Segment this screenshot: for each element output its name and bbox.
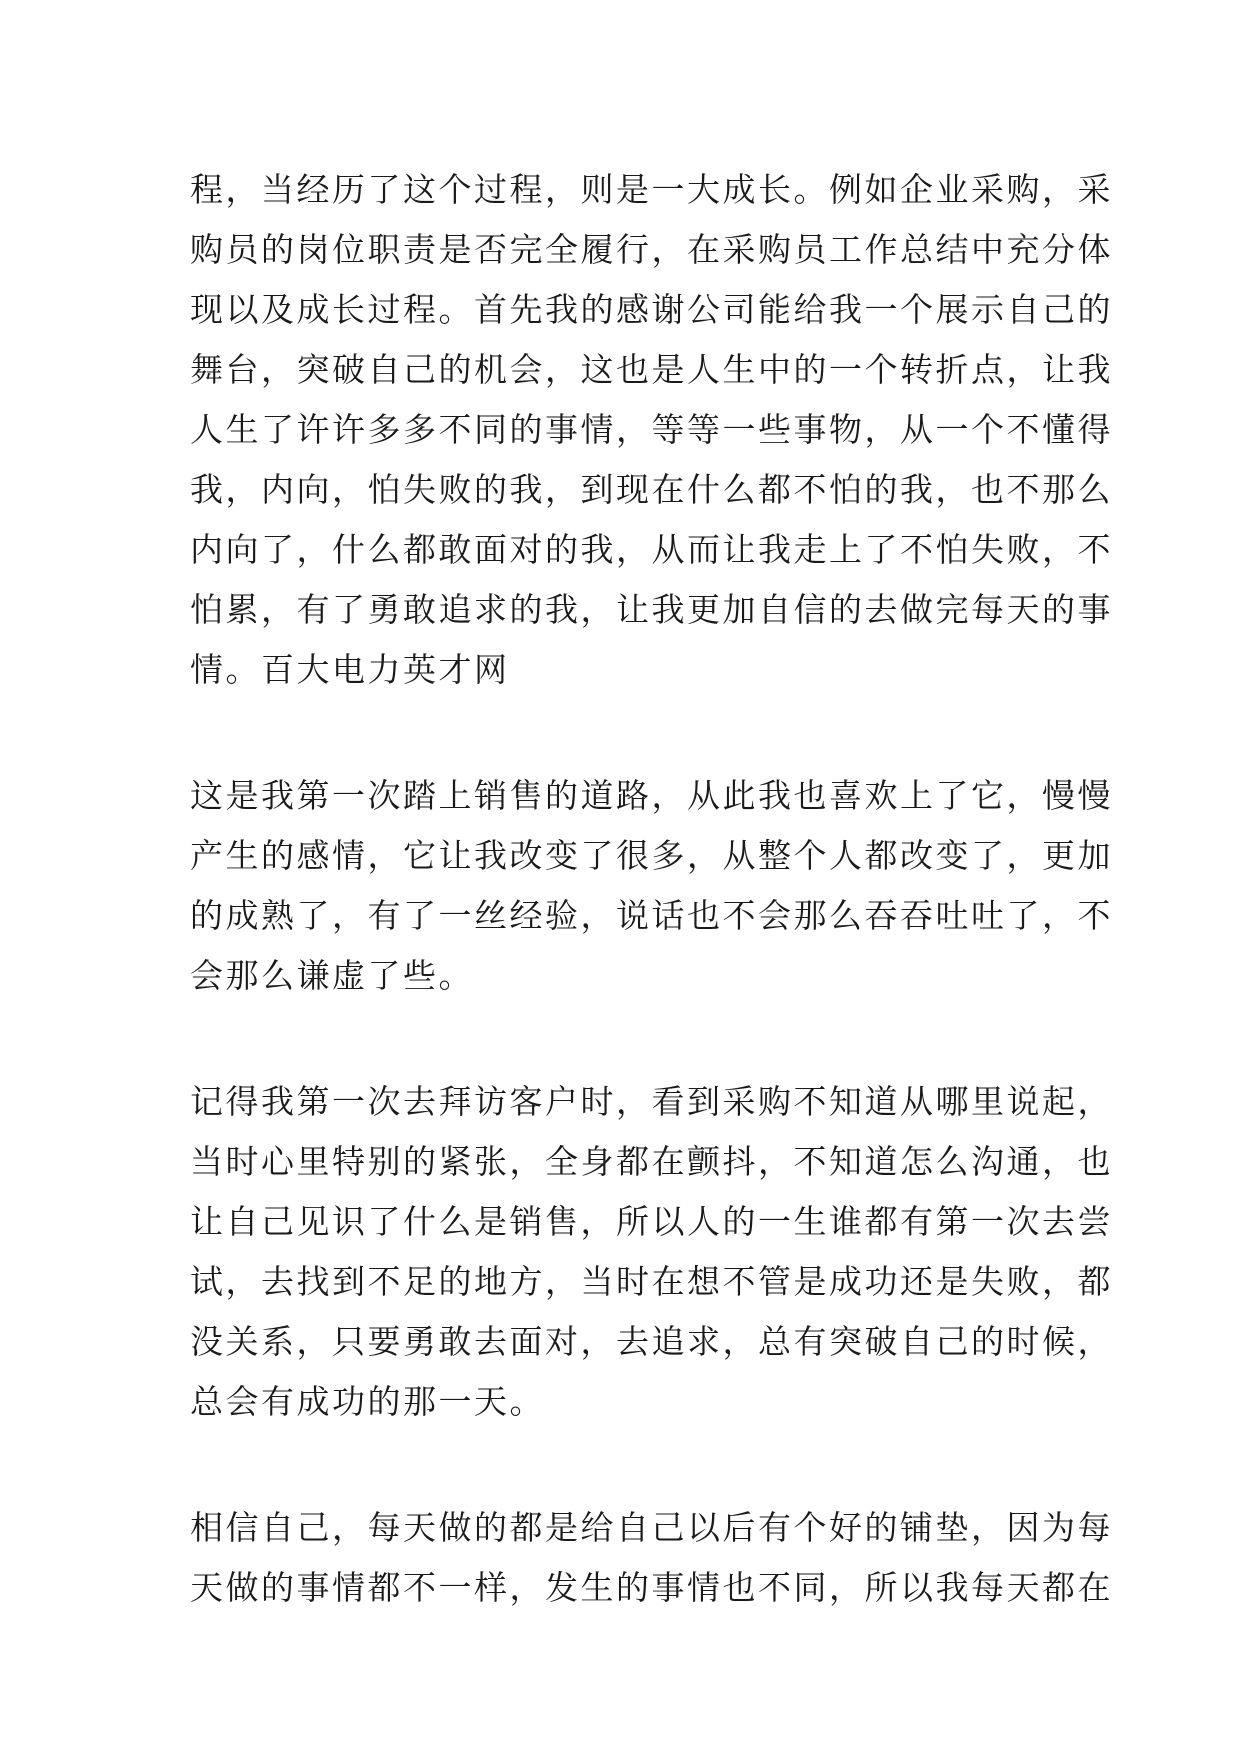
text-line: 现以及成长过程。首先我的感谢公司能给我一个展示自己的 bbox=[190, 290, 1113, 329]
paragraph-1 bbox=[190, 160, 1113, 700]
text-line: 总会有成功的那一天。 bbox=[190, 1382, 545, 1421]
paragraph-spacer bbox=[190, 700, 1060, 766]
text-line: 让自己见识了什么是销售，所以人的一生谁都有第一次去尝 bbox=[190, 1202, 1113, 1241]
text-line: 人生了许许多多不同的事情，等等一些事物，从一个不懂得 bbox=[190, 410, 1113, 449]
paragraph-spacer bbox=[190, 1006, 1060, 1072]
text-line: 没关系，只要勇敢去面对，去追求，总有突破自己的时候， bbox=[190, 1322, 1113, 1361]
text-line: 我，内向，怕失败的我，到现在什么都不怕的我，也不那么 bbox=[190, 470, 1113, 509]
text-line: 购员的岗位职责是否完全履行，在采购员工作总结中充分体 bbox=[190, 230, 1113, 269]
text-line: 相信自己，每天做的都是给自己以后有个好的铺垫，因为每 bbox=[190, 1508, 1113, 1547]
text-line: 当时心里特别的紧张，全身都在颤抖，不知道怎么沟通，也 bbox=[190, 1142, 1113, 1181]
text-line: 怕累，有了勇敢追求的我，让我更加自信的去做完每天的事 bbox=[190, 590, 1113, 629]
text-line: 产生的感情，它让我改变了很多，从整个人都改变了，更加 bbox=[190, 836, 1113, 875]
text-line: 试，去找到不足的地方，当时在想不管是成功还是失败，都 bbox=[190, 1262, 1113, 1301]
text-line: 这是我第一次踏上销售的道路，从此我也喜欢上了它，慢慢 bbox=[190, 776, 1113, 815]
text-line: 记得我第一次去拜访客户时，看到采购不知道从哪里说起， bbox=[190, 1082, 1113, 1121]
text-line: 程，当经历了这个过程，则是一大成长。例如企业采购，采 bbox=[190, 170, 1113, 209]
text-line: 舞台，突破自己的机会，这也是人生中的一个转折点，让我 bbox=[190, 350, 1113, 389]
paragraph-spacer bbox=[190, 1432, 1060, 1498]
text-line: 的成熟了，有了一丝经验，说话也不会那么吞吞吐吐了，不 bbox=[190, 896, 1113, 935]
paragraph-2 bbox=[190, 766, 1113, 1006]
text-line: 情。百大电力英才网 bbox=[190, 650, 510, 689]
text-line: 内向了，什么都敢面对的我，从而让我走上了不怕失败，不 bbox=[190, 530, 1113, 569]
text-line: 天做的事情都不一样，发生的事情也不同，所以我每天都在 bbox=[190, 1568, 1113, 1607]
text-line: 会那么谦虚了些。 bbox=[190, 956, 474, 995]
paragraph-3 bbox=[190, 1072, 1113, 1432]
body-text bbox=[190, 160, 1113, 1618]
paragraph-4 bbox=[190, 1498, 1113, 1618]
